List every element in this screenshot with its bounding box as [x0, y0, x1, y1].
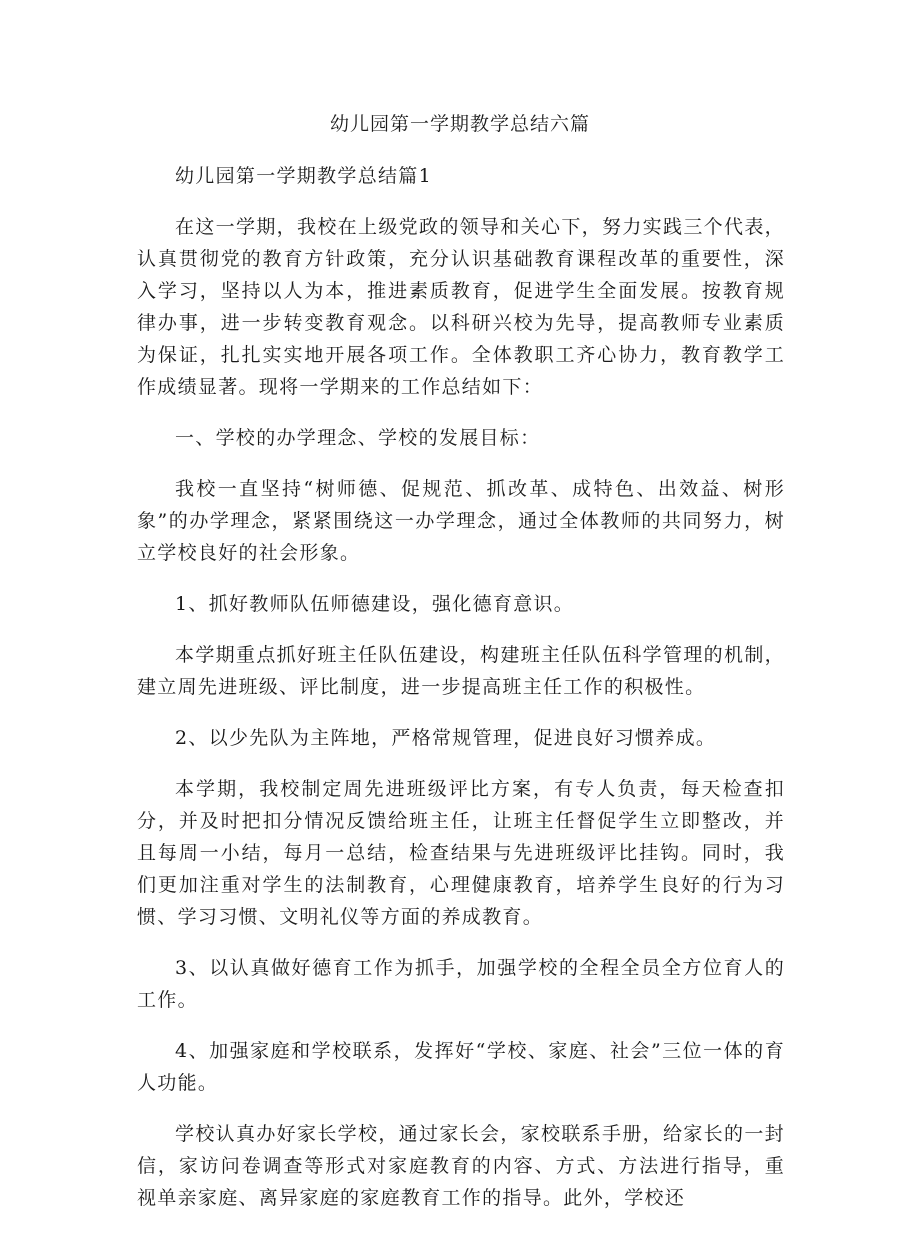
paragraph-item-3: 3、以认真做好德育工作为抓手，加强学校的全程全员全方位育人的工作。	[137, 957, 785, 1011]
paragraph-teacher-team: 本学期重点抓好班主任队伍建设，构建班主任队伍科学管理的机制，建立周先进班级、评比制度，进一步提高班主任工作的积极性。	[137, 644, 785, 698]
paragraph-class-evaluation: 本学期，我校制定周先进班级评比方案，有专人负责，每天检查扣分，并及时把扣分情况反馈给班主任，让班主任督促学生立即整改，并且每周一小结，每月一总结，检查结果与先进班级评比挂钩。同时，我们更加注重对学生的法制教育，心理健康教育，培养学生良好的行为习惯、学习习惯、文明礼仪等方面的养成教育。	[137, 778, 785, 928]
paragraph-item-4: 4、加强家庭和学校联系，发挥好“学校、家庭、社会”三位一体的育人功能。	[137, 1040, 785, 1094]
paragraph-heading-philosophy: 一、学校的办学理念、学校的发展目标：	[175, 427, 541, 449]
paragraph-item-1: 1、抓好教师队伍师德建设，强化德育意识。	[175, 593, 575, 615]
document-title: 幼儿园第一学期教学总结六篇	[329, 113, 590, 135]
document-body	[137, 160, 785, 1233]
paragraph-parent-school: 学校认真办好家长学校，通过家长会，家校联系手册，给家长的一封信，家访问卷调查等形式对家庭教育的内容、方式、方法进行指导，重视单亲家庭、离异家庭的家庭教育工作的指导。此外，学校还	[137, 1123, 785, 1209]
paragraph-intro: 在这一学期，我校在上级党政的领导和关心下，努力实践三个代表，认真贯彻党的教育方针政策，充分认识基础教育课程改革的重要性，深入学习，坚持以人为本，推进素质教育，促进学生全面发展。按教育规律办事，进一步转变教育观念。以科研兴校为先导，提高教师专业素质为保证，扎扎实实地开展各项工作。全体教职工齐心协力，教育教学工作成绩显著。现将一学期来的工作总结如下：	[137, 216, 785, 398]
paragraph-item-2: 2、以少先队为主阵地，严格常规管理，促进良好习惯养成。	[175, 727, 717, 749]
paragraph-philosophy: 我校一直坚持“树师德、促规范、抓改革、成特色、出效益、树形象”的办学理念，紧紧围绕这一办学理念，通过全体教师的共同努力，树立学校良好的社会形象。	[137, 478, 785, 564]
section-heading: 幼儿园第一学期教学总结篇1	[175, 165, 432, 187]
